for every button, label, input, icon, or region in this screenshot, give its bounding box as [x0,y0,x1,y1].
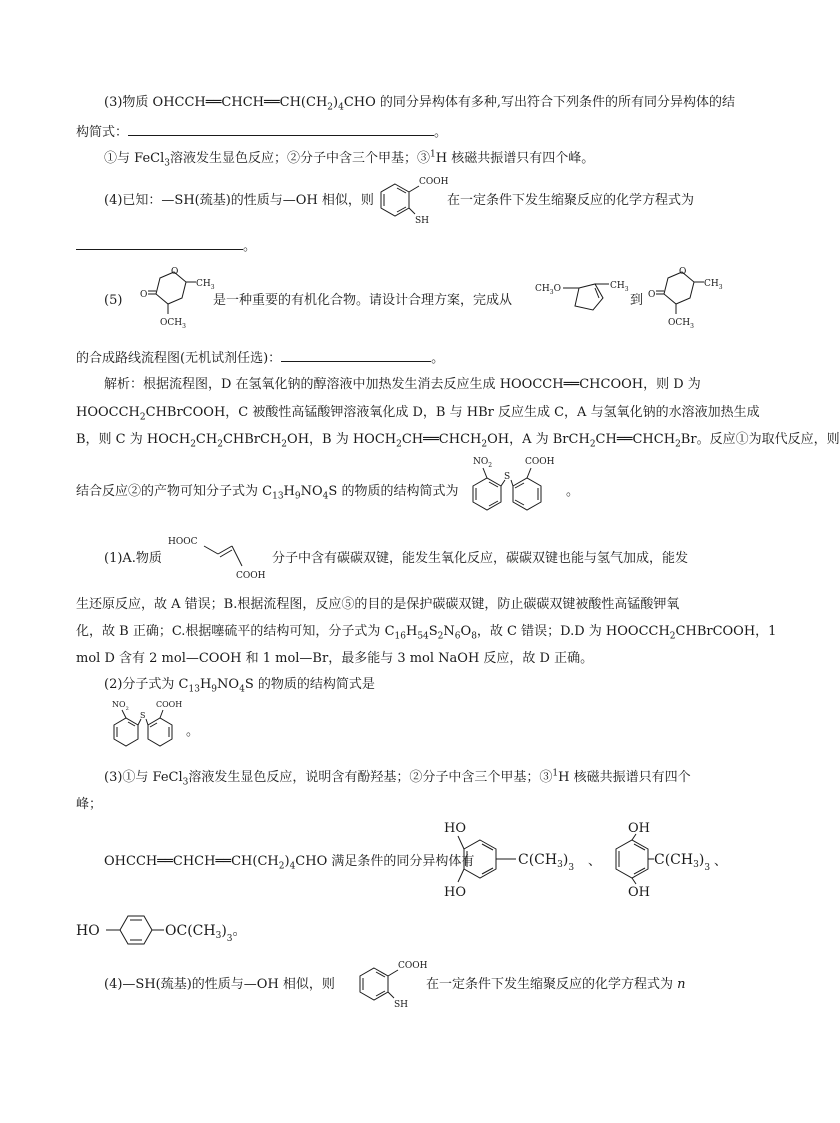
analysis-line4-end: 。 [566,484,580,499]
svg-text:NO2: $NO_2$ [112,700,129,712]
q5-number: (5) [104,293,123,308]
svg-text:CH3: $CH_3$ [704,279,723,291]
analysis-line3: B，则 C 为 $HOCH_2CH_2CHBrCH_2OH$，B 为 $HOCH_2CH══CHCH_2OH$，A 为 $BrCH_2CH══CHCH_2Br$。反应①为取代反应，则 [76,432,840,450]
svg-text:OH: OH [628,885,650,900]
isomer-2-structure [592,818,722,902]
q4-line1: (4)已知：—SH(巯基)的性质与—OH 相似，则 [104,193,374,208]
q3-line2: 构简式： 。 [76,125,448,140]
q4-line1-suffix: 在一定条件下发生缩聚反应的化学方程式为 [447,193,695,208]
analysis-line2: $HOOCCH_2CHBrCOOH$，C 被酸性高锰酸钾溶液氧化成 D，B 与 HBr 反应生成 C，A 与氢氧化钠的水溶液加热生成 [76,405,760,423]
svg-text:HOOC: HOOC [168,537,198,547]
a4-line1: (4)—SH(巯基)的性质与—OH 相似，则 [104,977,335,992]
svg-text:NO2: $NO_2$ [473,457,493,469]
analysis-line1: 解析：根据流程图，D 在氢氧化钠的醇溶液中加热发生消去反应生成 HOOCCH══CHCOOH，则 D 为 [104,377,701,392]
svg-text:COOH: COOH [398,961,428,971]
q4-line2: 。 [76,237,256,255]
nitrophenyl-thio-benzoic-acid-structure-2 [100,697,190,761]
svg-text:COOH: COOH [236,571,266,581]
q5-line2: 的合成路线流程图(无机试剂任选)： 。 [76,351,445,366]
answer-blank[interactable] [76,237,243,250]
svg-text:C(CH3)3: $C(CH_3)_3$ [518,852,575,873]
separator-1: 、 [588,854,602,869]
fumaric-acid-structure [168,534,268,584]
a2-end: 。 [186,724,200,739]
a1-line3: 化，故 B 正确；C.根据噻硫平的结构可知，分子式为 $C_{16}H_{54}S_2N_6O_8$，故 C 错误；D.D 为 $HOOCCH_2CHBrCOOH$，1 [76,624,777,642]
a1-line2: 生还原反应，故 A 错误；B.根据流程图，反应⑤的目的是保护碳碳双键，防止碳碳双键被酸性高锰酸钾氧 [76,597,680,612]
a1-line1-text: 分子中含有碳碳双键，能发生氧化反应，碳碳双键也能与氢气加成，能发 [272,551,689,566]
svg-text:CH3: $CH_3$ [196,279,215,291]
separator-2: 、 [714,854,728,869]
a1-line4: mol D 含有 2 mol—COOH 和 1 mol—Br，最多能与 3 mol NaOH 反应，故 D 正确。 [76,651,594,666]
isomer-3-structure [76,908,306,954]
answer-blank[interactable] [281,349,431,362]
q3-line1: (3)物质 $OHCCH══CHCH══CH(CH_2)_4CHO$ 的同分异构体有多种,写出符合下列条件的所有同分异构体的结 [104,95,736,113]
svg-text:OCH3: $OCH_3$ [668,318,694,330]
svg-text:O: O [140,290,148,300]
lactone-target-structure [648,262,723,334]
svg-text:HO: HO [76,923,100,939]
a2-line1: (2)分子式为 $C_{13}H_9NO_4S$ 的物质的结构简式是 [104,677,375,695]
svg-text:CH3O: $CH_3O$ [535,284,561,296]
cyclopentene-start-structure [535,276,630,322]
sh-label: SH [415,216,430,226]
svg-text:COOH: COOH [525,457,555,467]
lactone-structure [140,262,215,334]
a3-line2: 峰； [76,797,103,812]
svg-text:S: S [140,711,146,720]
mercaptobenzoic-acid-structure-2 [354,956,428,1014]
cooh-label: COOH [419,177,449,187]
q3-conditions: ①与 FeCl$_3$溶液发生显色反应；②分子中含三个甲基；③$^1$H 核磁共振谱只有四个峰。 [104,149,595,169]
svg-text:O: O [679,267,687,277]
q5-line1: 是一种重要的有机化合物。请设计合理方案，完成从 [213,293,513,308]
svg-text:OH: OH [628,821,650,836]
svg-text:HO: HO [444,885,466,900]
a4-line1-suffix: 在一定条件下发生缩聚反应的化学方程式为 n [426,977,686,992]
svg-text:CH3: $CH_3$ [610,281,629,293]
svg-text:OC(CH3)3。: $OC(CH_3)_3$。 [165,923,247,944]
analysis-line4: 结合反应②的产物可知分子式为 $C_{13}H_9NO_4S$ 的物质的结构简式为 [76,484,459,502]
a3-line3: $OHCCH══CHCH══CH(CH_2)_4CHO$ 满足条件的同分异构体有 [104,854,475,872]
svg-text:S: S [504,472,511,482]
mercaptobenzoic-acid-structure [375,172,449,230]
svg-text:HO: HO [444,821,466,836]
a1-line1: (1)A.物质 [104,551,162,566]
isomer-1-structure [440,818,590,902]
a3-line1: (3)①与 FeCl$_3$溶液发生显色反应，说明含有酚羟基；②分子中含三个甲基；③$^1$H 核磁共振谱只有四个 [104,768,691,788]
svg-text:COOH: COOH [156,700,183,709]
q5-line1-to: 到 [630,293,644,308]
svg-text:SH: SH [394,1000,409,1010]
answer-blank[interactable] [128,123,434,136]
svg-text:C(CH3)3: $C(CH_3)_3$ [654,852,711,873]
svg-text:O: O [171,267,179,277]
nitrophenyl-thio-benzoic-acid-structure [455,452,565,528]
svg-text:OCH3: $OCH_3$ [160,318,186,330]
svg-text:O: O [648,290,656,300]
